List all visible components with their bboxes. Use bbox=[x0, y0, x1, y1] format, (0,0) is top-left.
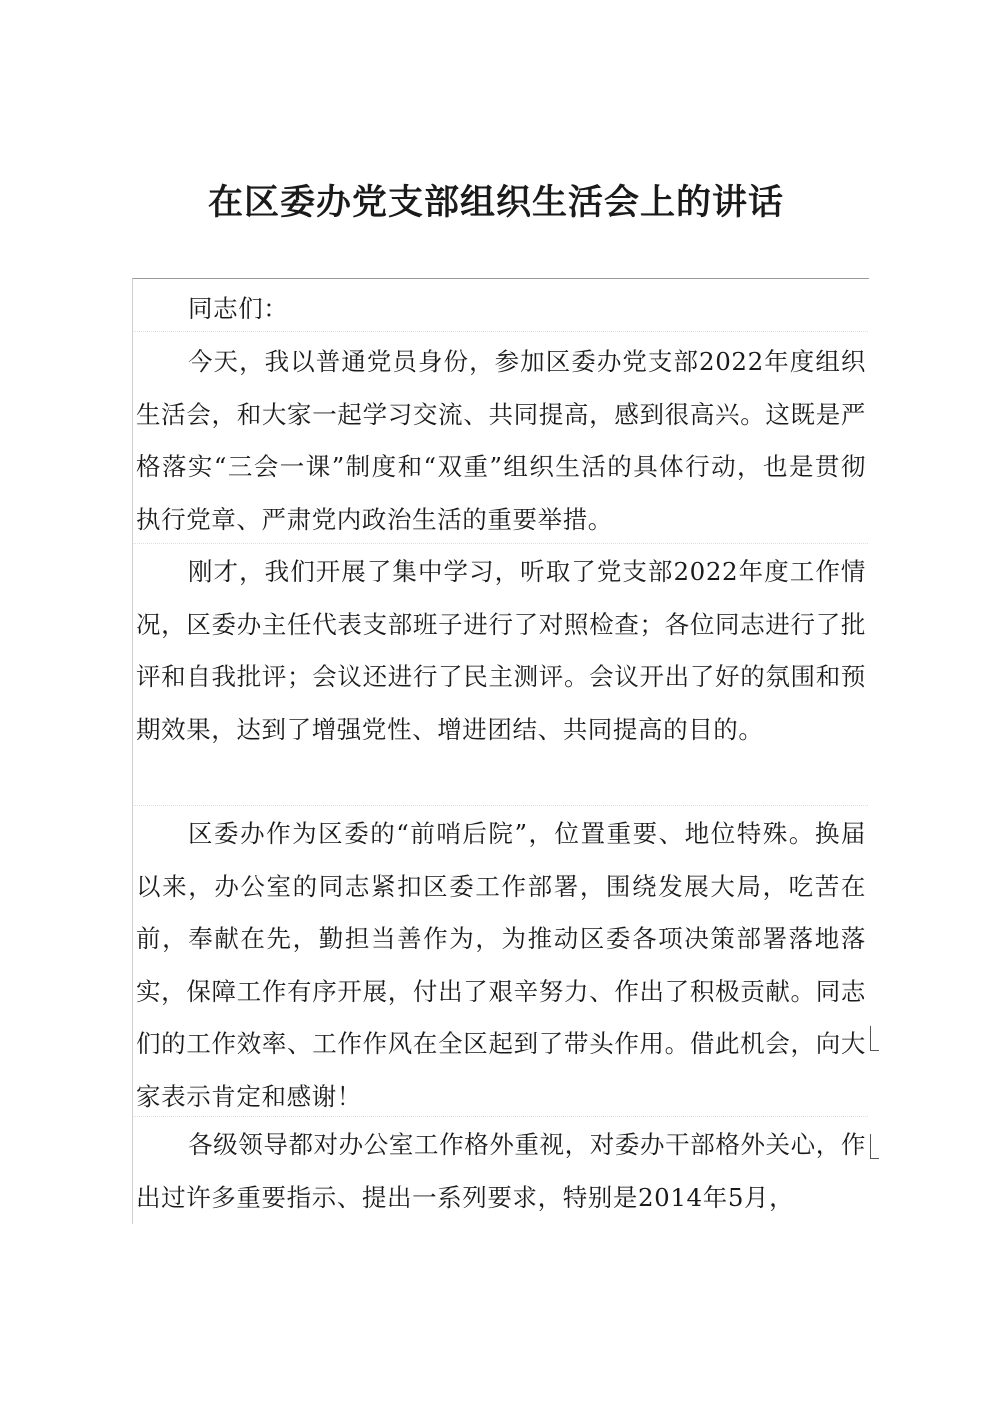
paragraph-divider bbox=[133, 543, 868, 544]
paragraph-divider bbox=[133, 1116, 868, 1117]
paragraph-1: 今天，我以普通党员身份，参加区委办党支部2022年度组织生活会，和大家一起学习交流、共同提高，感到很高兴。这既是严格落实“三会一课”制度和“双重”组织生活的具体行动，也是贯彻执行党章、严肃党内政治生活的重要举措。 bbox=[136, 347, 866, 534]
margin-mark bbox=[870, 1026, 879, 1051]
paragraph-3: 区委办作为区委的“前哨后院”，位置重要、地位特殊。换届以来，办公室的同志紧扣区委工作部署，围绕发展大局，吃苦在前，奉献在先，勤担当善作为，为推动区委各项决策部署落地落实，保障工作有序开展，付出了艰辛努力、作出了积极贡献。同志们的工作效率、工作作风在全区起到了带头作用。借此机会，向大家表示肯定和感谢！ bbox=[136, 819, 866, 1111]
paragraph-divider bbox=[133, 331, 868, 332]
paragraph-4: 各级领导都对办公室工作格外重视，对委办干部格外关心，作出过许多重要指示、提出一系列要求，特别是2014年5月， bbox=[136, 1130, 866, 1212]
paragraph-salutation: 同志们： bbox=[188, 294, 289, 323]
margin-mark bbox=[870, 1134, 879, 1159]
paragraph-2: 刚才，我们开展了集中学习，听取了党支部2022年度工作情况，区委办主任代表支部班子进行了对照检查；各位同志进行了批评和自我批评；会议还进行了民主测评。会议开出了好的氛围和预期效果，达到了增强党性、增进团结、共同提高的目的。 bbox=[136, 557, 866, 744]
page-title: 在区委办党支部组织生活会上的讲话 bbox=[207, 182, 784, 223]
paragraph-divider bbox=[133, 805, 868, 806]
